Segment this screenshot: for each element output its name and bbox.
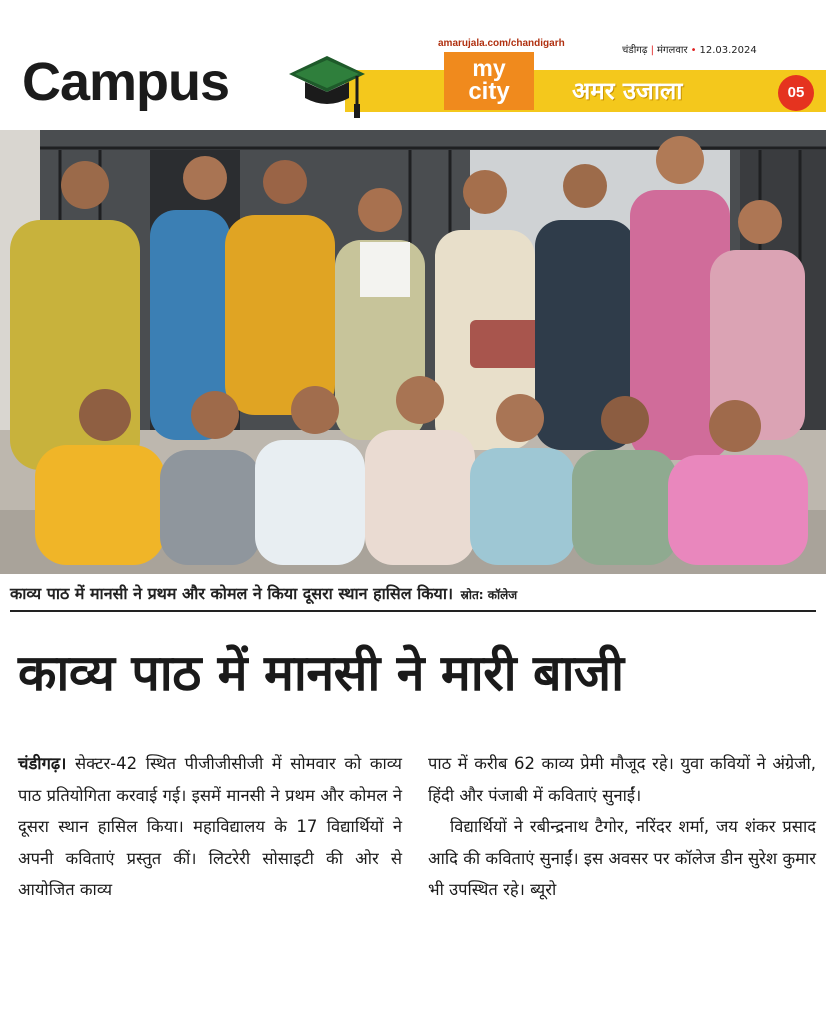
group-photo-illustration	[0, 130, 826, 574]
mycity-line1: my	[472, 55, 506, 81]
article-column-left	[18, 748, 402, 1008]
newspaper-name: अमर उजाला	[572, 77, 683, 105]
article-left-text: सेक्टर-42 स्थित पीजीजीसीजी में सोमवार को काव्य पाठ प्रतियोगिता करवाई गई। इसमें मानसी ने प्रथम और कोमल ने दूसरा स्थान हासिल किया। महाविद्यालय के 17 विद्यार्थियों ने अपनी कविताएं प्रस्तुत कीं। लिटरेरी सोसाइटी की ओर से आयोजित काव्य	[18, 754, 402, 899]
graduation-cap-icon	[285, 44, 369, 124]
article-paragraph	[18, 748, 402, 906]
masthead-weekday: मंगलवार	[656, 45, 688, 56]
photo-caption	[10, 578, 816, 612]
headline: काव्य पाठ में मानसी ने मारी बाजी	[18, 644, 624, 702]
masthead-city: चंडीगढ़	[622, 45, 648, 56]
mycity-badge	[444, 52, 534, 110]
section-title: Campus	[22, 52, 230, 112]
article-right-text: विद्यार्थियों ने रबीन्द्रनाथ टैगोर, नरिंदर शर्मा, जय शंकर प्रसाद आदि की कविताएं सुनाईं। इस अवसर पर कॉलेज डीन सुरेश कुमार भी उपस्थित रहे।	[428, 817, 816, 899]
masthead-dateline: चंडीगढ़ | मंगलवार • 12.03.2024	[622, 45, 757, 56]
masthead	[0, 0, 826, 128]
article-byline: ब्यूरो	[530, 880, 557, 899]
article-paragraph: पाठ में करीब 62 काव्य प्रेमी मौजूद रहे। युवा कवियों ने अंग्रेजी, हिंदी और पंजाबी में कविताएं सुनाईं।	[428, 754, 816, 805]
article-dateline: चंडीगढ़।	[18, 754, 67, 773]
article-column-right	[428, 748, 816, 1008]
masthead-date: 12.03.2024	[699, 45, 757, 56]
article-paragraph	[428, 811, 816, 906]
caption-text: काव्य पाठ में मानसी ने प्रथम और कोमल ने किया दूसरा स्थान हासिल किया।	[10, 584, 454, 603]
site-url: amarujala.com/chandigarh	[438, 38, 565, 49]
group-photo	[0, 130, 826, 574]
photo-source: स्रोत: कॉलेज	[460, 588, 518, 602]
page-number: 05	[778, 75, 814, 111]
mycity-line2: city	[468, 78, 510, 105]
